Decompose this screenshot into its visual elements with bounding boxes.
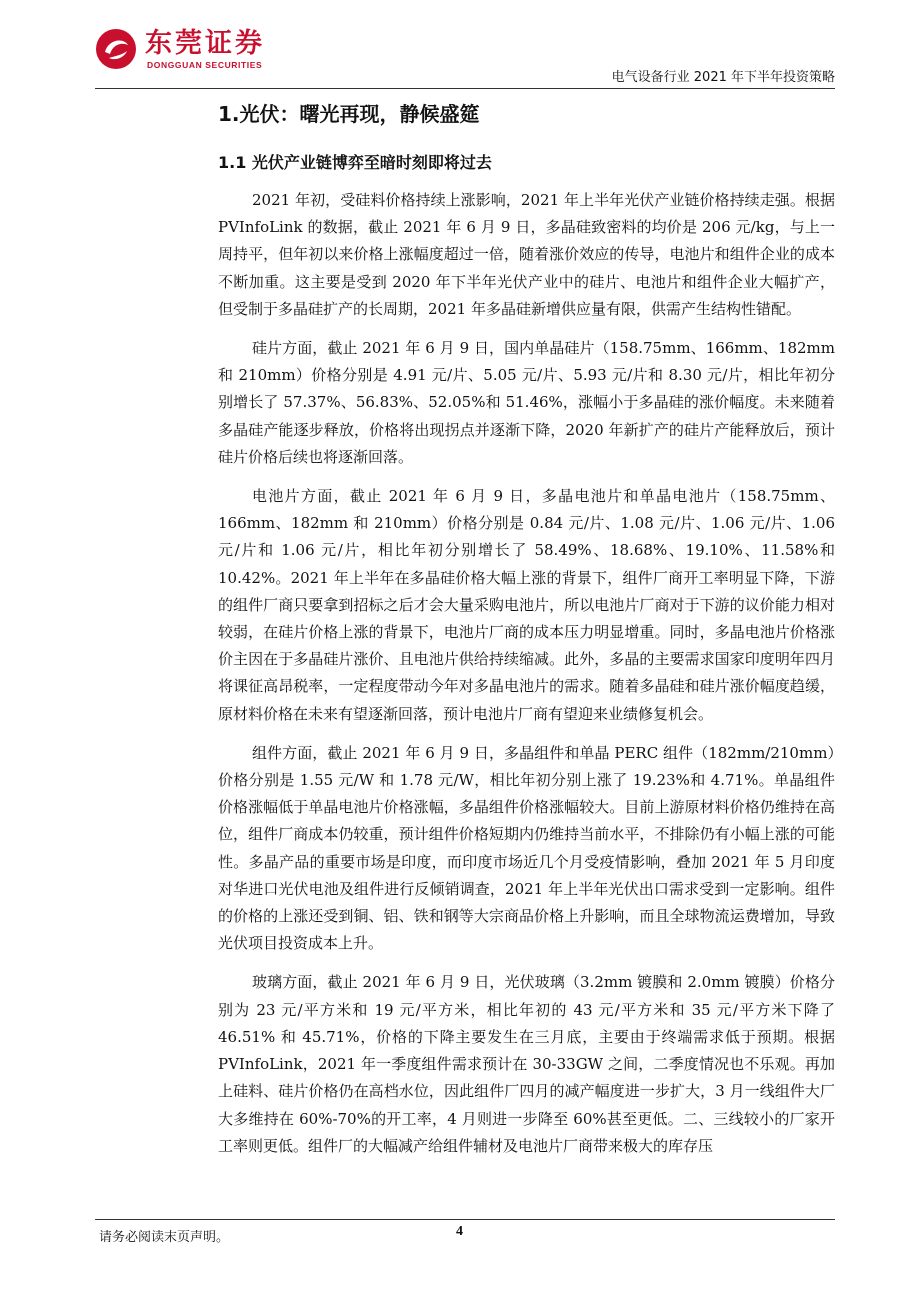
section-title: 1.光伏：曙光再现，静候盛筵: [218, 102, 480, 126]
dongguan-securities-logo-icon: [95, 28, 137, 70]
logo-english-name: DONGGUAN SECURITIES: [147, 60, 263, 70]
body-text: [218, 187, 835, 1172]
page-number: 4: [456, 1224, 463, 1239]
footer-disclaimer: 请务必阅读末页声明。: [99, 1230, 230, 1245]
logo-chinese-name: 东莞证券: [145, 28, 265, 59]
paragraph-cell: 电池片方面，截止 2021 年 6 月 9 日，多晶电池片和单晶电池片（158.75mm、166mm、182mm 和 210mm）价格分别是 0.84 元/片、1.08 元/片、1.06 元/片、1.06 元/片和 1.06 元/片，相比年初分别增长了 58.49%、18.68%、19.10%、11.58%和 10.42%。2021 年上半年在多晶硅价格大幅上涨的背景下，组件厂商开工率明显下降，下游的组件厂商只要拿到招标之后才会大量采购电池片，所以电池片厂商对于下游的议价能力相对较弱，在硅片价格上涨的背景下，电池片厂商的成本压力明显增重。同时，多晶电池片价格涨价主因在于多晶硅片涨价、且电池片供给持续缩减。此外，多晶的主要需求国家印度明年四月将课征高昂税率，一定程度带动今年对多晶电池片的需求。随着多晶硅和硅片涨价幅度趋缓，原材料价格在未来有望逐渐回落，预计电池片厂商有望迎来业绩修复机会。: [218, 487, 835, 723]
report-title: 电气设备行业 2021 年下半年投资策略: [611, 70, 835, 85]
page-header: [95, 22, 835, 88]
footer-divider: [95, 1219, 835, 1220]
paragraph-wafer: 硅片方面，截止 2021 年 6 月 9 日，国内单晶硅片（158.75mm、166mm、182mm 和 210mm）价格分别是 4.91 元/片、5.05 元/片、5.93 元/片和 8.30 元/片，相比年初分别增长了 57.37%、56.83%、52.05%和 51.46%，涨幅小于多晶硅的涨价幅度。未来随着多晶硅产能逐步释放，价格将出现拐点并逐渐下降，2020 年新扩产的硅片产能释放后，预计硅片价格后续也将逐渐回落。: [218, 339, 835, 466]
paragraph-module: 组件方面，截止 2021 年 6 月 9 日，多晶组件和单晶 PERC 组件（182mm/210mm）价格分别是 1.55 元/W 和 1.78 元/W，相比年初分别上涨了 19.23%和 4.71%。单晶组件价格涨幅低于单晶电池片价格涨幅，多晶组件价格涨幅较大。目前上游原材料价格仍维持在高位，组件厂商成本仍较重，预计组件价格短期内仍维持当前水平，不排除仍有小幅上涨的可能性。多晶产品的重要市场是印度，而印度市场近几个月受疫情影响，叠加 2021 年 5 月印度对华进口光伏电池及组件进行反倾销调查，2021 年上半年光伏出口需求受到一定影响。组件的价格的上涨还受到铜、铝、铁和钢等大宗商品价格上升影响，而且全球物流运费增加，导致光伏项目投资成本上升。: [218, 743, 835, 953]
paragraph-glass: 玻璃方面，截止 2021 年 6 月 9 日，光伏玻璃（3.2mm 镀膜和 2.0mm 镀膜）价格分别为 23 元/平方米和 19 元/平方米，相比年初的 43 元/平方米和 35 元/平方米下降了 46.51% 和 45.71%，价格的下降主要发生在三月底，主要由于终端需求低于预期。根据 PVInfoLink，2021 年一季度组件需求预计在 30-33GW 之间，二季度情况也不乐观。再加上硅料、硅片价格仍在高档水位，因此组件厂四月的减产幅度进一步扩大，3 月一线组件大厂大多维持在 60%-70%的开工率，4 月则进一步降至 60%甚至更低。二、三线较小的厂家开工率则更低。组件厂的大幅减产给组件辅材及电池片厂商带来极大的库存压: [218, 973, 835, 1155]
paragraph-polysilicon: 2021 年初，受硅料价格持续上涨影响，2021 年上半年光伏产业链价格持续走强。根据 PVInfoLink 的数据，截止 2021 年 6 月 9 日，多晶硅致密料的均价是 206 元/kg，与上一周持平，但年初以来价格上涨幅度超过一倍，随着涨价效应的传导，电池片和组件企业的成本不断加重。这主要是受到 2020 年下半年光伏产业中的硅片、电池片和组件企业大幅扩产，但受制于多晶硅扩产的长周期，2021 年多晶硅新增供应量有限，供需产生结构性错配。: [218, 191, 835, 318]
header-divider: [95, 88, 835, 89]
subsection-title: 1.1 光伏产业链博弈至暗时刻即将过去: [218, 153, 492, 172]
